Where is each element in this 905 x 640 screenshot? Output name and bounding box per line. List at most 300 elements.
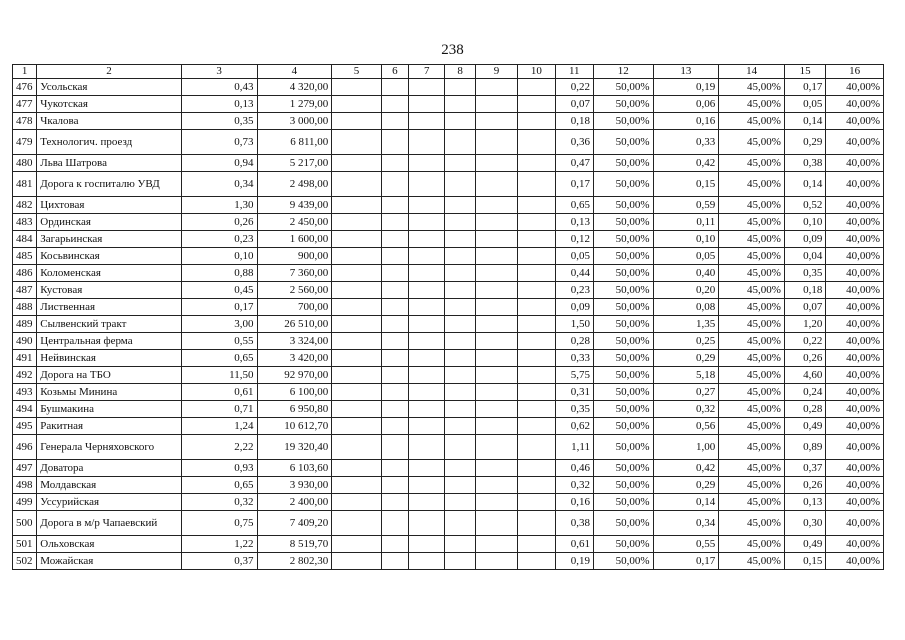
table-cell: 45,00% xyxy=(719,113,785,130)
table-cell xyxy=(332,282,382,299)
row-number-cell: 494 xyxy=(13,401,37,418)
street-name-cell: Лиственная xyxy=(37,299,181,316)
table-cell: 45,00% xyxy=(719,333,785,350)
table-cell xyxy=(332,460,382,477)
table-row xyxy=(13,172,884,197)
table-cell: 40,00% xyxy=(826,477,884,494)
table-cell xyxy=(518,367,555,384)
table-cell: 0,14 xyxy=(653,494,719,511)
table-cell xyxy=(332,96,382,113)
table-cell xyxy=(518,418,555,435)
table-cell: 0,28 xyxy=(555,333,593,350)
table-row xyxy=(13,460,884,477)
street-name-cell: Центральная ферма xyxy=(37,333,181,350)
street-name-cell: Чукотская xyxy=(37,96,181,113)
table-cell xyxy=(381,130,408,155)
table-cell: 0,43 xyxy=(181,79,257,96)
table-cell xyxy=(445,231,475,248)
column-header: 9 xyxy=(475,65,517,79)
table-cell: 1,00 xyxy=(653,435,719,460)
table-cell: 5,75 xyxy=(555,367,593,384)
row-number-cell: 502 xyxy=(13,553,37,570)
table-cell: 0,24 xyxy=(784,384,825,401)
table-cell xyxy=(475,197,517,214)
table-cell: 8 519,70 xyxy=(257,536,332,553)
table-cell xyxy=(409,265,445,282)
table-cell xyxy=(332,197,382,214)
row-number-cell: 484 xyxy=(13,231,37,248)
row-number-cell: 492 xyxy=(13,367,37,384)
table-cell: 0,31 xyxy=(555,384,593,401)
table-cell: 0,05 xyxy=(555,248,593,265)
table-cell: 0,35 xyxy=(555,401,593,418)
table-cell: 0,26 xyxy=(181,214,257,231)
table-cell xyxy=(518,265,555,282)
table-cell: 0,14 xyxy=(784,113,825,130)
table-cell: 0,34 xyxy=(653,511,719,536)
table-cell: 40,00% xyxy=(826,316,884,333)
table-cell: 0,30 xyxy=(784,511,825,536)
column-header: 1 xyxy=(13,65,37,79)
table-cell: 0,12 xyxy=(555,231,593,248)
table-cell: 50,00% xyxy=(593,113,653,130)
table-cell: 40,00% xyxy=(826,367,884,384)
table-cell: 19 320,40 xyxy=(257,435,332,460)
table-cell xyxy=(409,511,445,536)
column-header: 14 xyxy=(719,65,785,79)
table-cell xyxy=(409,401,445,418)
table-cell: 45,00% xyxy=(719,367,785,384)
table-cell: 45,00% xyxy=(719,477,785,494)
table-cell: 0,49 xyxy=(784,536,825,553)
table-cell xyxy=(332,511,382,536)
table-cell xyxy=(332,155,382,172)
table-cell: 0,32 xyxy=(181,494,257,511)
row-number-cell: 490 xyxy=(13,333,37,350)
table-cell xyxy=(409,248,445,265)
table-row xyxy=(13,265,884,282)
table-cell xyxy=(445,350,475,367)
table-cell: 50,00% xyxy=(593,265,653,282)
row-number-cell: 486 xyxy=(13,265,37,282)
table-row xyxy=(13,214,884,231)
table-cell: 50,00% xyxy=(593,511,653,536)
table-row xyxy=(13,113,884,130)
street-name-cell: Козьмы Минина xyxy=(37,384,181,401)
table-cell: 40,00% xyxy=(826,265,884,282)
table-cell xyxy=(409,299,445,316)
table-cell xyxy=(381,460,408,477)
table-cell xyxy=(332,248,382,265)
table-cell xyxy=(409,96,445,113)
table-cell: 0,23 xyxy=(181,231,257,248)
table-row xyxy=(13,79,884,96)
table-cell: 0,19 xyxy=(555,553,593,570)
table-cell xyxy=(445,511,475,536)
table-cell xyxy=(381,299,408,316)
table-cell: 45,00% xyxy=(719,172,785,197)
table-cell: 0,26 xyxy=(784,350,825,367)
table-cell xyxy=(518,494,555,511)
table-cell xyxy=(409,384,445,401)
table-cell: 45,00% xyxy=(719,282,785,299)
table-cell xyxy=(518,460,555,477)
table-cell xyxy=(381,172,408,197)
table-cell xyxy=(475,384,517,401)
table-cell xyxy=(381,477,408,494)
table-cell: 40,00% xyxy=(826,333,884,350)
table-row xyxy=(13,401,884,418)
table-cell: 40,00% xyxy=(826,155,884,172)
table-cell: 45,00% xyxy=(719,96,785,113)
table-cell xyxy=(381,435,408,460)
table-cell xyxy=(332,333,382,350)
table-cell: 0,25 xyxy=(653,333,719,350)
table-cell: 40,00% xyxy=(826,511,884,536)
table-cell: 45,00% xyxy=(719,418,785,435)
table-cell: 92 970,00 xyxy=(257,367,332,384)
row-number-cell: 483 xyxy=(13,214,37,231)
table-cell xyxy=(381,384,408,401)
table-cell xyxy=(381,248,408,265)
table-cell xyxy=(381,536,408,553)
row-number-cell: 487 xyxy=(13,282,37,299)
table-cell: 2 498,00 xyxy=(257,172,332,197)
table-cell xyxy=(332,401,382,418)
table-cell: 40,00% xyxy=(826,435,884,460)
table-cell xyxy=(445,553,475,570)
table-cell xyxy=(409,130,445,155)
street-name-cell: Загарьинская xyxy=(37,231,181,248)
table-cell xyxy=(475,248,517,265)
table-cell: 0,29 xyxy=(653,477,719,494)
table-cell xyxy=(445,172,475,197)
table-cell xyxy=(518,282,555,299)
street-name-cell: Кустовая xyxy=(37,282,181,299)
table-cell: 0,22 xyxy=(555,79,593,96)
table-cell xyxy=(445,265,475,282)
table-cell: 50,00% xyxy=(593,418,653,435)
table-cell: 50,00% xyxy=(593,401,653,418)
table-cell xyxy=(381,79,408,96)
table-cell xyxy=(381,197,408,214)
table-cell: 50,00% xyxy=(593,553,653,570)
table-row xyxy=(13,316,884,333)
table-cell: 700,00 xyxy=(257,299,332,316)
table-cell: 1,20 xyxy=(784,316,825,333)
table-cell xyxy=(381,553,408,570)
table-cell: 0,71 xyxy=(181,401,257,418)
table-cell xyxy=(475,299,517,316)
table-cell: 3 420,00 xyxy=(257,350,332,367)
street-name-cell: Можайская xyxy=(37,553,181,570)
table-cell: 0,28 xyxy=(784,401,825,418)
table-cell xyxy=(409,350,445,367)
table-cell: 45,00% xyxy=(719,214,785,231)
table-cell: 0,17 xyxy=(653,553,719,570)
table-cell xyxy=(518,96,555,113)
table-cell: 45,00% xyxy=(719,155,785,172)
table-cell xyxy=(445,494,475,511)
street-name-cell: Сылвенский тракт xyxy=(37,316,181,333)
table-cell: 1 600,00 xyxy=(257,231,332,248)
row-number-cell: 480 xyxy=(13,155,37,172)
table-row xyxy=(13,130,884,155)
column-header: 12 xyxy=(593,65,653,79)
table-cell xyxy=(332,265,382,282)
table-cell: 0,38 xyxy=(555,511,593,536)
table-cell: 0,61 xyxy=(555,536,593,553)
table-cell xyxy=(445,384,475,401)
table-cell xyxy=(475,282,517,299)
table-cell xyxy=(445,299,475,316)
table-cell xyxy=(475,113,517,130)
table-cell: 6 950,80 xyxy=(257,401,332,418)
table-cell: 40,00% xyxy=(826,197,884,214)
table-cell xyxy=(381,96,408,113)
table-cell: 40,00% xyxy=(826,96,884,113)
table-cell: 1,50 xyxy=(555,316,593,333)
table-cell: 0,07 xyxy=(784,299,825,316)
table-cell xyxy=(409,536,445,553)
table-cell: 0,05 xyxy=(653,248,719,265)
table-cell: 9 439,00 xyxy=(257,197,332,214)
table-cell: 0,08 xyxy=(653,299,719,316)
row-number-cell: 482 xyxy=(13,197,37,214)
table-cell xyxy=(518,172,555,197)
table-cell: 50,00% xyxy=(593,130,653,155)
table-cell: 45,00% xyxy=(719,248,785,265)
table-cell xyxy=(518,333,555,350)
table-cell xyxy=(381,333,408,350)
table-cell: 0,18 xyxy=(784,282,825,299)
table-cell: 40,00% xyxy=(826,113,884,130)
table-cell xyxy=(475,553,517,570)
table-cell: 0,35 xyxy=(181,113,257,130)
table-cell: 0,47 xyxy=(555,155,593,172)
table-cell xyxy=(332,299,382,316)
table-cell xyxy=(445,96,475,113)
row-number-cell: 476 xyxy=(13,79,37,96)
table-cell: 50,00% xyxy=(593,299,653,316)
table-row xyxy=(13,511,884,536)
column-header: 2 xyxy=(37,65,181,79)
table-cell: 1,11 xyxy=(555,435,593,460)
table-cell: 0,38 xyxy=(784,155,825,172)
table-cell: 45,00% xyxy=(719,536,785,553)
table-cell: 50,00% xyxy=(593,172,653,197)
table-cell xyxy=(518,197,555,214)
table-cell xyxy=(518,384,555,401)
table-cell xyxy=(409,553,445,570)
table-cell: 0,62 xyxy=(555,418,593,435)
table-cell: 40,00% xyxy=(826,418,884,435)
page-number: 238 xyxy=(441,42,464,58)
table-cell xyxy=(475,511,517,536)
table-cell: 0,35 xyxy=(784,265,825,282)
table-cell: 50,00% xyxy=(593,333,653,350)
table-cell xyxy=(409,172,445,197)
table-cell xyxy=(381,282,408,299)
row-number-cell: 477 xyxy=(13,96,37,113)
table-cell: 40,00% xyxy=(826,79,884,96)
table-cell: 0,55 xyxy=(181,333,257,350)
table-cell: 6 811,00 xyxy=(257,130,332,155)
table-cell: 0,55 xyxy=(653,536,719,553)
row-number-cell: 488 xyxy=(13,299,37,316)
table-row xyxy=(13,350,884,367)
table-cell xyxy=(445,367,475,384)
table-cell: 2,22 xyxy=(181,435,257,460)
column-header: 7 xyxy=(409,65,445,79)
table-cell xyxy=(445,435,475,460)
table-cell xyxy=(475,214,517,231)
table-cell xyxy=(381,367,408,384)
row-number-cell: 497 xyxy=(13,460,37,477)
table-cell: 0,44 xyxy=(555,265,593,282)
table-cell: 40,00% xyxy=(826,536,884,553)
table-cell xyxy=(475,460,517,477)
table-cell xyxy=(518,553,555,570)
table-cell xyxy=(332,536,382,553)
table-cell: 0,09 xyxy=(555,299,593,316)
table-cell: 0,10 xyxy=(653,231,719,248)
table-cell: 2 560,00 xyxy=(257,282,332,299)
column-header: 10 xyxy=(518,65,555,79)
table-cell: 40,00% xyxy=(826,231,884,248)
table-cell: 50,00% xyxy=(593,367,653,384)
table-cell: 45,00% xyxy=(719,435,785,460)
street-name-cell: Технологич. проезд xyxy=(37,130,181,155)
table-row xyxy=(13,282,884,299)
row-number-cell: 495 xyxy=(13,418,37,435)
table-cell xyxy=(518,435,555,460)
table-cell: 45,00% xyxy=(719,130,785,155)
table-cell: 45,00% xyxy=(719,197,785,214)
table-row xyxy=(13,248,884,265)
table-cell: 26 510,00 xyxy=(257,316,332,333)
street-name-cell: Дорога на ТБО xyxy=(37,367,181,384)
table-cell: 0,42 xyxy=(653,155,719,172)
table-cell xyxy=(445,333,475,350)
table-cell xyxy=(475,401,517,418)
table-cell: 0,65 xyxy=(181,477,257,494)
table-cell xyxy=(445,316,475,333)
table-cell xyxy=(475,418,517,435)
street-name-cell: Цихтовая xyxy=(37,197,181,214)
table-cell: 0,45 xyxy=(181,282,257,299)
table-cell: 2 802,30 xyxy=(257,553,332,570)
table-cell xyxy=(445,477,475,494)
table-cell: 0,18 xyxy=(555,113,593,130)
table-cell xyxy=(381,494,408,511)
header-row xyxy=(13,65,884,79)
table-cell xyxy=(518,214,555,231)
table-cell xyxy=(518,231,555,248)
table-cell: 40,00% xyxy=(826,350,884,367)
table-cell xyxy=(409,231,445,248)
table-cell: 0,88 xyxy=(181,265,257,282)
street-name-cell: Ольховская xyxy=(37,536,181,553)
table-row xyxy=(13,155,884,172)
table-cell: 50,00% xyxy=(593,435,653,460)
table-cell: 50,00% xyxy=(593,96,653,113)
table-cell: 0,14 xyxy=(784,172,825,197)
table-cell xyxy=(332,172,382,197)
table-cell: 50,00% xyxy=(593,536,653,553)
table-cell xyxy=(445,282,475,299)
table-cell: 40,00% xyxy=(826,494,884,511)
table-cell xyxy=(332,418,382,435)
table-cell xyxy=(332,231,382,248)
table-cell: 0,61 xyxy=(181,384,257,401)
table-row xyxy=(13,333,884,350)
table-cell: 40,00% xyxy=(826,553,884,570)
street-name-cell: Ординская xyxy=(37,214,181,231)
street-name-cell: Ракитная xyxy=(37,418,181,435)
table-cell xyxy=(475,494,517,511)
table-cell xyxy=(409,113,445,130)
table-cell: 0,33 xyxy=(653,130,719,155)
table-cell: 45,00% xyxy=(719,553,785,570)
table-cell: 0,34 xyxy=(181,172,257,197)
row-number-cell: 478 xyxy=(13,113,37,130)
table-cell xyxy=(332,350,382,367)
table-cell xyxy=(518,350,555,367)
table-cell xyxy=(381,265,408,282)
table-cell: 0,17 xyxy=(784,79,825,96)
table-cell: 40,00% xyxy=(826,282,884,299)
table-cell xyxy=(475,79,517,96)
table-cell xyxy=(409,214,445,231)
street-name-cell: Дорога в м/р Чапаевский xyxy=(37,511,181,536)
table-cell xyxy=(381,155,408,172)
table-cell: 10 612,70 xyxy=(257,418,332,435)
street-name-cell: Дорога к госпиталю УВД xyxy=(37,172,181,197)
table-cell xyxy=(518,477,555,494)
table-cell xyxy=(332,367,382,384)
table-cell xyxy=(445,214,475,231)
table-cell: 0,09 xyxy=(784,231,825,248)
table-cell xyxy=(332,435,382,460)
table-cell xyxy=(409,79,445,96)
table-cell xyxy=(445,460,475,477)
table-cell: 0,22 xyxy=(784,333,825,350)
table-cell: 7 409,20 xyxy=(257,511,332,536)
table-cell xyxy=(409,197,445,214)
table-cell: 50,00% xyxy=(593,477,653,494)
street-name-cell: Коломенская xyxy=(37,265,181,282)
column-header: 4 xyxy=(257,65,332,79)
table-cell xyxy=(332,79,382,96)
table-cell: 0,16 xyxy=(653,113,719,130)
row-number-cell: 493 xyxy=(13,384,37,401)
table-cell xyxy=(332,316,382,333)
table-row xyxy=(13,367,884,384)
table-cell xyxy=(332,130,382,155)
table-cell: 4,60 xyxy=(784,367,825,384)
table-cell xyxy=(518,79,555,96)
table-cell: 0,65 xyxy=(181,350,257,367)
table-cell: 1 279,00 xyxy=(257,96,332,113)
row-number-cell: 501 xyxy=(13,536,37,553)
column-header: 15 xyxy=(784,65,825,79)
table-cell: 0,13 xyxy=(181,96,257,113)
data-table xyxy=(12,64,884,570)
table-cell: 50,00% xyxy=(593,248,653,265)
column-header: 5 xyxy=(332,65,382,79)
table-cell xyxy=(475,316,517,333)
